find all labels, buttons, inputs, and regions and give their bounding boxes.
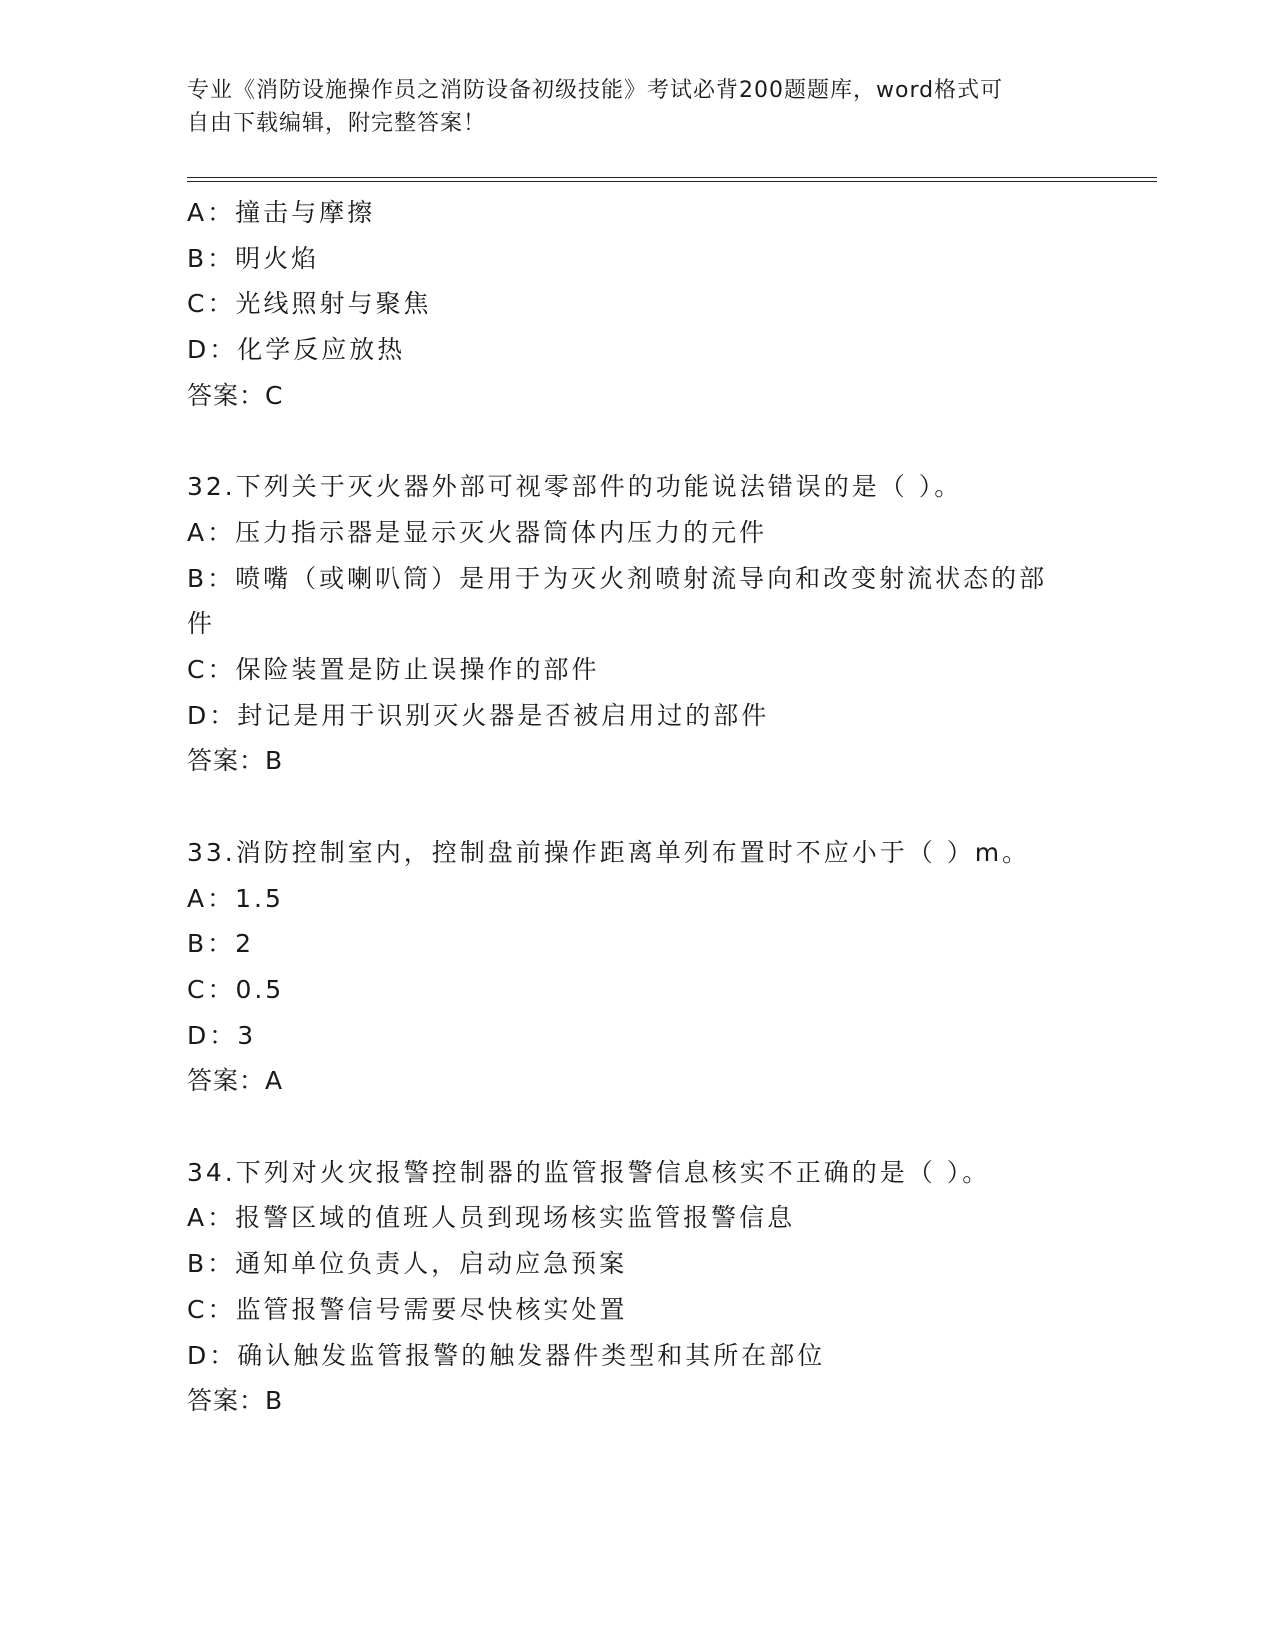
header-divider-bottom (187, 181, 1157, 182)
q33-stem: 33.消防控制室内，控制盘前操作距离单列布置时不应小于（ ）m。 (187, 837, 1031, 867)
q33-option-d: D：3 (187, 1020, 257, 1050)
q32-stem: 32.下列关于灭火器外部可视零部件的功能说法错误的是（ ）。 (187, 472, 963, 502)
header-line-2: 自由下载编辑，附完整答案！ (187, 111, 487, 136)
q32-option-a: A：压力指示器是显示灭火器筒体内压力的元件 (187, 517, 768, 547)
document-header (187, 74, 1067, 140)
q31-option-a: A：撞击与摩擦 (187, 198, 376, 227)
spacer (187, 419, 1087, 465)
q33-answer: 答案：A (187, 1066, 284, 1096)
q34-option-a: A：报警区域的值班人员到现场核实监管报警信息 (187, 1203, 796, 1233)
q34-option-d: D：确认触发监管报警的触发器件类型和其所在部位 (187, 1340, 826, 1370)
q31-option-b: B：明火焰 (187, 243, 320, 273)
q32-option-b-line-1: B：喷嘴（或喇叭筒）是用于为灭火剂喷射流导向和改变射流状态的部 (187, 563, 1048, 593)
q31-option-c: C：光线照射与聚焦 (187, 289, 432, 319)
spacer (187, 1104, 1087, 1150)
q33-option-a: A：1.5 (187, 883, 284, 913)
q31-option-d: D：化学反应放热 (187, 335, 406, 365)
q34-option-b: B：通知单位负责人，启动应急预案 (187, 1249, 628, 1279)
q34-answer: 答案：B (187, 1386, 284, 1416)
q32-option-b-line-2: 件 (187, 609, 216, 639)
q32-option-c: C：保险装置是防止误操作的部件 (187, 655, 600, 685)
q31-answer: 答案：C (187, 380, 284, 410)
question-content (187, 190, 1087, 1424)
q34-option-c: C：监管报警信号需要尽快核实处置 (187, 1294, 628, 1324)
spacer (187, 784, 1087, 830)
q34-stem: 34.下列对火灾报警控制器的监管报警信息核实不正确的是（ ）。 (187, 1157, 991, 1187)
q32-option-d: D：封记是用于识别灭火器是否被启用过的部件 (187, 700, 770, 730)
header-divider-top (187, 177, 1157, 178)
q33-option-c: C：0.5 (187, 974, 285, 1004)
header-line-1: 专业《消防设施操作员之消防设备初级技能》考试必背200题题库，word格式可 (187, 78, 1004, 103)
q33-option-b: B：2 (187, 929, 255, 959)
q32-answer: 答案：B (187, 746, 284, 776)
